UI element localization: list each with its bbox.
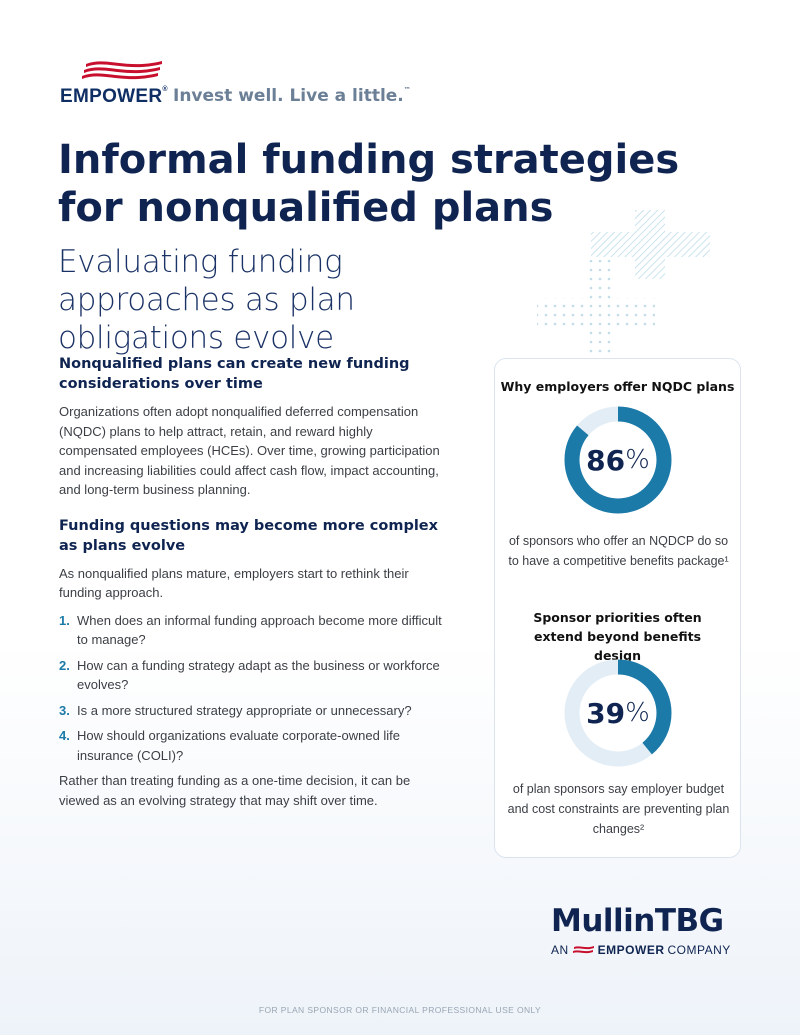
list-text: How can a funding strategy adapt as the business or workforce evolves? (77, 657, 440, 692)
section1-body: Organizations often adopt nonqualified deferred compensation (NQDC) plans to help attract, retain, and reward highly compensated employees (HCEs). Over time, growing participation and increasing liabilities could affect cash flow, impact accounting, and long-term business planning. (59, 404, 440, 497)
list-number: 2. (59, 657, 70, 673)
stat1-donut (564, 406, 672, 514)
empower-flag-icon (82, 58, 164, 84)
section2-heading: Funding questions may become more complex as plans evolve (59, 517, 438, 554)
stat2-donut (564, 659, 672, 767)
mullintbg-logo (551, 903, 751, 957)
section1-heading: Nonqualified plans can create new funding considerations over time (59, 356, 410, 392)
list-text: Is a more structured strategy appropriate or unnecessary? (77, 702, 412, 718)
section2-intro: As nonqualified plans mature, employers start to rethink their funding approach. (59, 565, 409, 600)
stat2-caption: of plan sponsors say employer budget and cost constraints are preventing plan changes² (507, 782, 730, 836)
stat1-value: 86 % (586, 443, 650, 477)
list-text: When does an informal funding approach become more difficult to manage? (77, 612, 442, 647)
empower-logo (60, 58, 420, 110)
stat1-caption: of sponsors who offer an NQDCP do so to have a competitive benefits package¹ (508, 534, 729, 568)
main-content (59, 354, 444, 810)
stat2-value: 39 % (586, 696, 650, 730)
stats-card (494, 358, 741, 858)
list-item (59, 611, 444, 650)
mullintbg-suffix: COMPANY (667, 943, 731, 957)
question-list (59, 611, 444, 766)
mullintbg-prefix: AN (551, 943, 569, 957)
mullintbg-brand: EMPOWER (597, 943, 665, 957)
brand-tagline: Invest well. Live a little.™ (173, 86, 411, 106)
page-title: Informal funding strategies for nonqualified plans (58, 137, 680, 231)
stat2-heading: Sponsor priorities often extend beyond benefits design (533, 610, 702, 663)
page-subtitle: Evaluating funding approaches as plan obligations evolve (58, 244, 355, 356)
list-item (59, 726, 444, 765)
list-number: 3. (59, 702, 70, 718)
closing-paragraph: Rather than treating funding as a one-time decision, it can be viewed as an evolving strategy that may shift over time. (59, 773, 411, 808)
footer-disclaimer: FOR PLAN SPONSOR OR FINANCIAL PROFESSIONAL USE ONLY (258, 1005, 542, 1015)
empower-flag-icon (573, 945, 595, 955)
brand-name: EMPOWER® (60, 86, 168, 107)
stat1-heading: Why employers offer NQDC plans (500, 379, 735, 394)
mullintbg-name: MullinTBG (551, 903, 724, 939)
list-number: 1. (59, 612, 70, 628)
list-item (59, 701, 444, 721)
list-item (59, 656, 444, 695)
list-text: How should organizations evaluate corporate-owned life insurance (COLI)? (77, 728, 401, 763)
mullintbg-subline (551, 943, 751, 957)
list-number: 4. (59, 728, 70, 743)
